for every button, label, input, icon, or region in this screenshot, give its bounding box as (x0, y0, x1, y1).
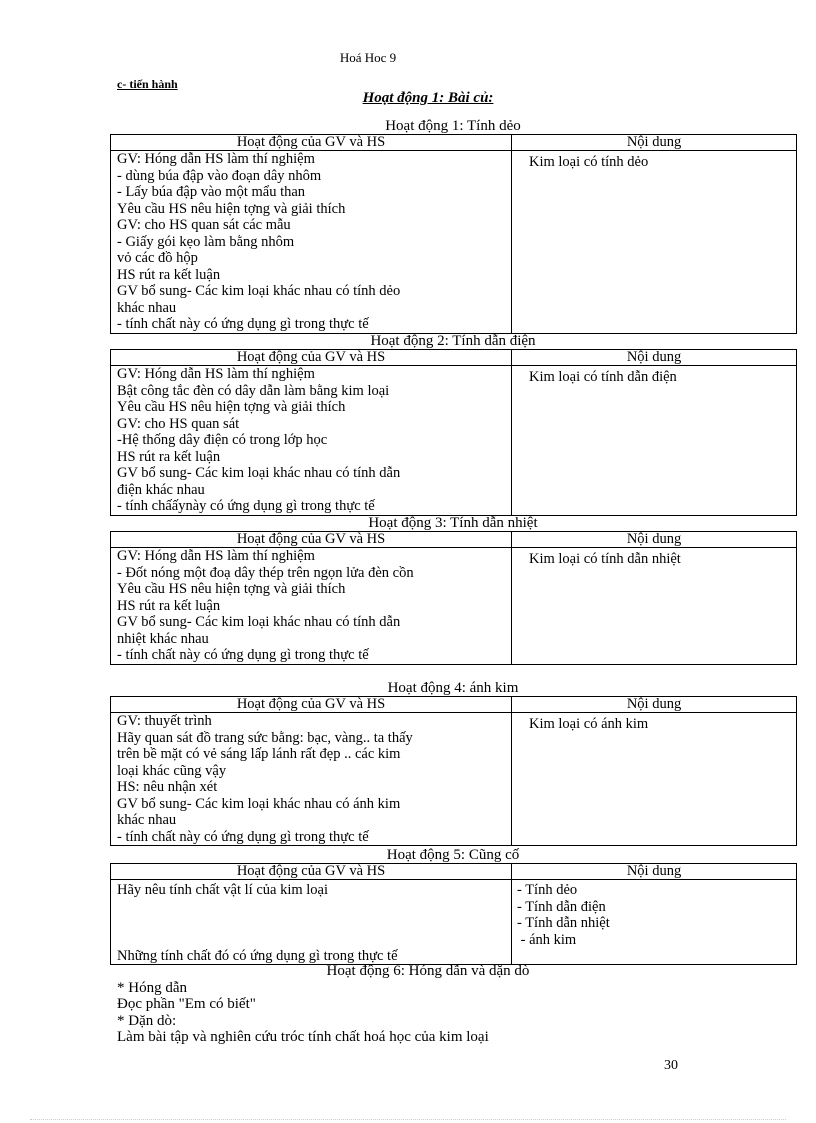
activity-6-caption: Hoạt động 6: Hóng dẫn và dặn dò (326, 963, 530, 979)
activity-3-steps (111, 548, 512, 665)
activity-3-caption: Hoạt động 3: Tính dẫn nhiệt (368, 515, 538, 531)
guidance-heading: * Hóng dẫn (117, 980, 187, 996)
step-line: Bật công tắc đèn có dây dẫn làm bằng kim loại (117, 382, 390, 399)
col-header-activities: Hoạt động của GV và HS (111, 697, 512, 713)
page-number: 30 (664, 1058, 678, 1073)
col-header-content: Nội dung (512, 135, 797, 151)
activity-4-steps (111, 713, 512, 846)
section-heading: c- tiến hành (117, 77, 178, 91)
content-line: Kim loại có tính dẻo (529, 154, 649, 170)
step-line: HS rút ra kết luận (117, 266, 221, 283)
col-header-activities: Hoạt động của GV và HS (111, 864, 512, 880)
step-line: - tính chất này có ứng dụng gì trong thực tế (117, 828, 369, 845)
activity-1-table (110, 134, 797, 334)
activity-3-content (512, 548, 797, 665)
step-line: GV: cho HS quan sát các mẫu (117, 217, 291, 233)
activity-4-content (512, 713, 797, 846)
step-line: trên bề mặt có vẻ sáng lấp lánh rất đẹp .. các kim (117, 746, 401, 762)
step-line: GV: Hóng dẫn HS làm thí nghiệm (117, 366, 315, 382)
activity-4-table (110, 696, 797, 846)
step-line: HS rút ra kết luận (117, 597, 221, 614)
step-line: - Đốt nóng một đoạ dây thép trên ngọn lửa đèn cồn (117, 564, 414, 581)
step-line: vỏ các đồ hộp (117, 250, 198, 266)
step-line: Yêu cầu HS nêu hiện tợng và giải thích (117, 581, 346, 597)
activity-2-steps (111, 366, 512, 516)
step-line: loại khác cũng vậy (117, 762, 227, 779)
step-line: - tính chất này có ứng dụng gì trong thực tế (117, 647, 369, 663)
step-line: điện khác nhau (117, 481, 205, 498)
activity-1-steps (111, 151, 512, 334)
step-line: HS: nêu nhận xét (117, 779, 218, 795)
homework-heading: * Dặn dò: (117, 1013, 177, 1029)
step-line: - Giấy gói kẹo làm bằng nhôm (117, 233, 295, 250)
activity-5-content (512, 880, 797, 965)
step-line: khác nhau (117, 812, 177, 828)
page-bottom-rule (30, 1119, 786, 1120)
col-header-content: Nội dung (512, 532, 797, 548)
step-line: khác nhau (117, 299, 177, 316)
step-line: - tính chấấynày có ứng dụng gì trong thực tế (117, 498, 375, 514)
col-header-activities: Hoạt động của GV và HS (111, 350, 512, 366)
activity-5-caption: Hoạt động 5: Cũng cố (386, 847, 520, 863)
step-line: -Hệ thống dây điện có trong lớp học (117, 432, 328, 448)
activity-5-steps (111, 880, 512, 965)
content-line: Kim loại có tính dẫn điện (529, 369, 677, 385)
guidance-line: Đọc phần "Em có biết" (117, 996, 256, 1012)
page-header: Hoá Hoc 9 (339, 50, 397, 65)
content-line: Kim loại có tính dẫn nhiệt (529, 551, 681, 567)
step-line: GV: Hóng dẫn HS làm thí nghiệm (117, 548, 315, 564)
col-header-content: Nội dung (512, 864, 797, 880)
step-line: Hãy quan sát đồ trang sức bằng: bạc, vàng.. ta thấy (117, 729, 413, 746)
step-line: Yêu cầu HS nêu hiện tợng và giải thích (117, 200, 346, 217)
step-line: nhiệt khác nhau (117, 630, 209, 647)
step-line: GV bổ sung- Các kim loại khác nhau có ánh kim (117, 795, 401, 812)
activity-2-table (110, 349, 797, 516)
content-line: - Tính dẫn nhiệt (517, 915, 610, 931)
main-title: Hoạt động 1: Bài củ: (362, 90, 494, 106)
step-line: Những tính chất đó có ứng dụng gì trong thực tế (117, 947, 398, 964)
step-line: - tính chất này có ứng dụng gì trong thực tế (117, 316, 369, 332)
activity-2-content (512, 366, 797, 516)
blank-line (117, 899, 505, 948)
step-line: - Lấy búa đập vào một mẩu than (117, 184, 306, 200)
col-header-content: Nội dung (512, 350, 797, 366)
step-line: GV bổ sung- Các kim loại khác nhau có tính dẫn (117, 465, 401, 481)
activity-1-caption: Hoạt động 1: Tính dẻo (385, 118, 521, 134)
activity-1-content (512, 151, 797, 334)
step-line: GV: Hóng dẫn HS làm thí nghiệm (117, 151, 315, 167)
step-line: Yêu cầu HS nêu hiện tợng và giải thích (117, 399, 346, 415)
activity-5-table (110, 863, 797, 965)
step-line: GV bổ sung- Các kim loại khác nhau có tính dẫn (117, 614, 401, 630)
content-line: - Tính dẻo (517, 882, 578, 898)
content-line: - Tính dẫn điện (517, 898, 606, 915)
step-line: - dùng búa đập vào đoạn dây nhôm (117, 167, 322, 184)
activity-4-caption: Hoạt động 4: ánh kim (387, 680, 519, 696)
content-line: Kim loại có ánh kim (529, 716, 649, 732)
step-line: GV: cho HS quan sát (117, 415, 240, 432)
step-line: GV bổ sung- Các kim loại khác nhau có tính dẻo (117, 283, 401, 299)
col-header-content: Nội dung (512, 697, 797, 713)
col-header-activities: Hoạt động của GV và HS (111, 532, 512, 548)
activity-2-caption: Hoạt động 2: Tính dẫn điện (370, 333, 536, 349)
homework-line: Làm bài tập và nghiên cứu tróc tính chất hoá học của kim loại (117, 1029, 489, 1045)
col-header-activities: Hoạt động của GV và HS (111, 135, 512, 151)
step-line: GV: thuyết trình (117, 713, 212, 729)
step-line: Hãy nêu tính chất vật lí của kim loại (117, 882, 328, 898)
activity-3-table (110, 531, 797, 665)
step-line: HS rút ra kết luận (117, 448, 221, 465)
content-line: - ánh kim (517, 931, 577, 948)
